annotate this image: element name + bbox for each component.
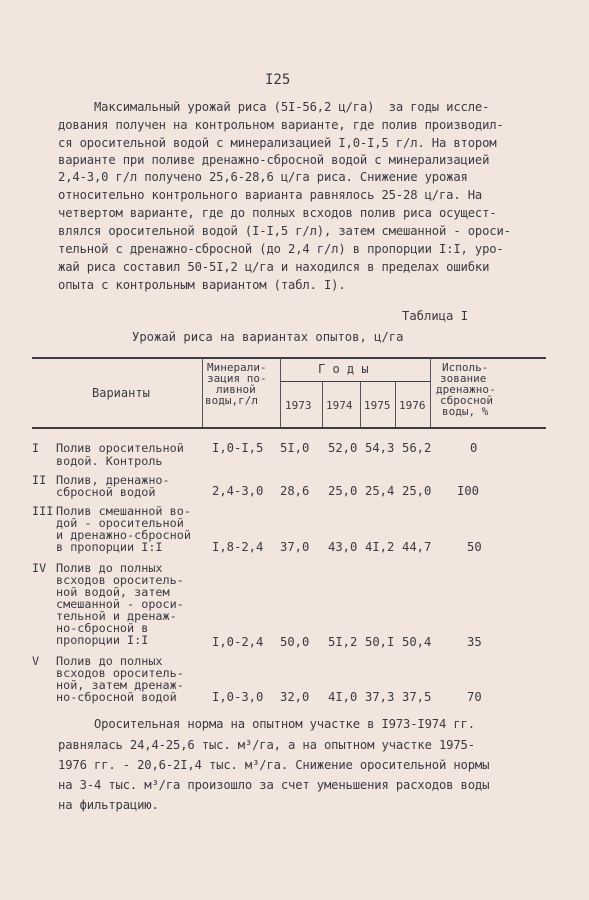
row-description: Полив оросительной xyxy=(56,441,184,455)
header-year-1973: 1973 xyxy=(285,399,312,412)
header-mineralization: ливной xyxy=(216,383,256,396)
header-drainage-use: Исполь- xyxy=(442,361,489,374)
text-line: дования получен на контрольном варианте, где полив производил- xyxy=(58,118,504,132)
cell-drainage-use: 50 xyxy=(467,540,482,554)
header-drainage-use: зование xyxy=(440,372,487,385)
row-number: II xyxy=(32,473,47,487)
row-description: в пропорции I:I xyxy=(56,540,163,554)
header-drainage-use: сбросной xyxy=(440,394,493,407)
text-line: 2,4-3,0 г/л получено 25,6-28,6 ц/га риса. Снижение урожая xyxy=(58,170,468,184)
text-line: опыта с контрольным вариантом (табл. I). xyxy=(58,278,346,292)
row-description: Полив до полных xyxy=(56,561,163,575)
cell-drainage-use: I00 xyxy=(457,484,480,498)
text-line: на 3-4 тыс. м³/га произошло за счет уменьшения расходов воды xyxy=(58,778,490,792)
cell-1975: 37,3 xyxy=(365,690,395,704)
cell-1975: 4I,2 xyxy=(365,540,395,554)
header-mineralization: Минерали- xyxy=(207,361,267,374)
row-description: смешанной - ороси- xyxy=(56,597,184,611)
text-line: равнялась 24,4-25,6 тыс. м³/га, а на опытном участке 1975- xyxy=(58,738,475,752)
row-description: Полив смешанной во- xyxy=(56,504,191,518)
header-mineralization: воды,г/л xyxy=(205,394,258,407)
header-drainage-use: воды, % xyxy=(442,405,489,418)
row-description: Полив, дренажно- xyxy=(56,473,170,487)
cell-1976: 25,0 xyxy=(402,484,432,498)
cell-1976: 44,7 xyxy=(402,540,432,554)
row-number: III xyxy=(32,504,54,518)
cell-1973: 28,6 xyxy=(280,484,310,498)
cell-mineralization: I,8-2,4 xyxy=(212,540,264,554)
table-label: Таблица I xyxy=(402,309,469,323)
cell-1975: 54,3 xyxy=(365,441,395,455)
text-line: четвертом варианте, где до полных всходов полив риса осущест- xyxy=(58,206,497,220)
header-year-1976: 1976 xyxy=(399,399,426,412)
row-description: всходов ороситель- xyxy=(56,573,184,587)
row-description: Полив до полных xyxy=(56,654,163,668)
cell-1974: 43,0 xyxy=(328,540,358,554)
row-number: I xyxy=(32,441,40,455)
row-description: но-сбросной водой xyxy=(56,690,177,704)
row-description: но-сбросной в xyxy=(56,621,149,635)
cell-1976: 56,2 xyxy=(402,441,432,455)
row-description: ной водой, затем xyxy=(56,585,170,599)
cell-drainage-use: 35 xyxy=(467,635,482,649)
text-line: варианте при поливе дренажно-сбросной водой с минерализацией xyxy=(58,153,490,167)
cell-1973: 50,0 xyxy=(280,635,310,649)
cell-1974: 25,0 xyxy=(328,484,358,498)
text-line: Оросительная норма на опытном участке в I973-I974 гг. xyxy=(58,717,475,731)
text-line: на фильтрацию. xyxy=(58,798,159,812)
row-description: и дренажно-сбросной xyxy=(56,528,191,542)
header-year-1974: 1974 xyxy=(326,399,353,412)
header-year-1975: 1975 xyxy=(364,399,391,412)
cell-1974: 4I,0 xyxy=(328,690,358,704)
text-line: жай риса составил 50-5I,2 ц/га и находился в пределах ошибки xyxy=(58,260,490,274)
cell-1973: 5I,0 xyxy=(280,441,310,455)
row-description: всходов ороситель- xyxy=(56,666,184,680)
cell-1975: 25,4 xyxy=(365,484,395,498)
row-description: тельной и дренаж- xyxy=(56,609,177,623)
header-years: Г о д ы xyxy=(318,362,369,376)
row-description: пропорции I:I xyxy=(56,633,149,647)
header-mineralization: зация по- xyxy=(207,372,267,385)
cell-mineralization: I,0-3,0 xyxy=(212,690,264,704)
cell-1976: 50,4 xyxy=(402,635,432,649)
page-number: I25 xyxy=(265,72,291,88)
header-variants: Варианты xyxy=(92,386,150,400)
row-description: сбросной водой xyxy=(56,485,156,499)
text-line: относительно контрольного варианта равнялось 25-28 ц/га. На xyxy=(58,188,483,202)
cell-1974: 52,0 xyxy=(328,441,358,455)
cell-drainage-use: 70 xyxy=(467,690,482,704)
cell-1976: 37,5 xyxy=(402,690,432,704)
text-line: 1976 гг. - 20,6-2I,4 тыс. м³/га. Снижение оросительной нормы xyxy=(58,758,490,772)
cell-mineralization: 2,4-3,0 xyxy=(212,484,264,498)
cell-mineralization: I,0-2,4 xyxy=(212,635,264,649)
row-number: V xyxy=(32,654,40,668)
cell-mineralization: I,0-I,5 xyxy=(212,441,264,455)
text-line: Максимальный урожай риса (5I-56,2 ц/га) за годы иссле- xyxy=(58,100,490,114)
row-description: ной, затем дренаж- xyxy=(56,678,184,692)
header-drainage-use: дренажно- xyxy=(436,383,496,396)
row-description: дой - оросительной xyxy=(56,516,184,530)
row-number: IV xyxy=(32,561,47,575)
cell-drainage-use: 0 xyxy=(470,441,478,455)
table-title: Урожай риса на вариантах опытов, ц/га xyxy=(132,330,404,344)
row-description: водой. Контроль xyxy=(56,454,163,468)
cell-1973: 37,0 xyxy=(280,540,310,554)
cell-1975: 50,I xyxy=(365,635,395,649)
text-line: влялся оросительной водой (I-I,5 г/л), затем смешанной - ороси- xyxy=(58,224,511,238)
text-line: тельной с дренажно-сбросной (до 2,4 г/л) в пропорции I:I, уро- xyxy=(58,242,504,256)
cell-1974: 5I,2 xyxy=(328,635,358,649)
cell-1973: 32,0 xyxy=(280,690,310,704)
text-line: ся оросительной водой с минерализацией I,0-I,5 г/л. На втором xyxy=(58,136,497,150)
